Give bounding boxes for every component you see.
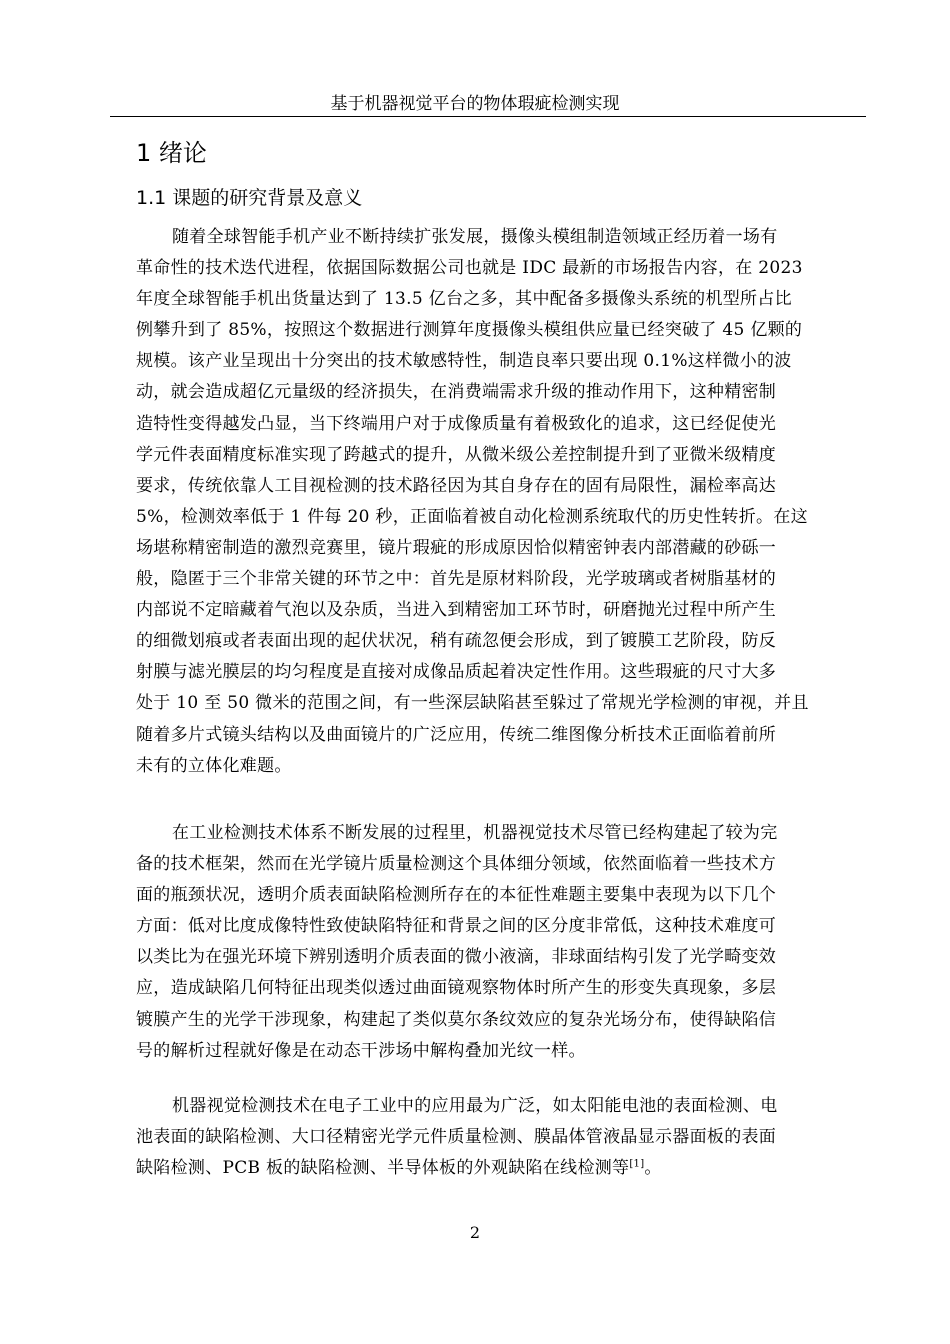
text-line: 号的解析过程就好像是在动态干涉场中解构叠加光纹一样。 — [136, 1040, 586, 1061]
text-line: 例攀升到了 85%，按照这个数据进行测算年度摄像头模组供应量已经突破了 45 亿颗的 — [136, 320, 803, 341]
text-line: 以类比为在强光环境下辨别透明介质表面的微小液滴，非球面结构引发了光学畸变效 — [136, 947, 777, 968]
text-line: 革命性的技术迭代进程，依据国际数据公司也就是 IDC 最新的市场报告内容，在 2023 — [136, 258, 803, 279]
paragraph-3 — [136, 1091, 861, 1184]
header-rule — [110, 116, 866, 117]
text-line: 机器视觉检测技术在电子工业中的应用最为广泛，如太阳能电池的表面检测、电 — [172, 1096, 778, 1116]
text-line: 面的瓶颈状况，透明介质表面缺陷检测所存在的本征性难题主要集中表现为以下几个 — [136, 885, 777, 906]
paragraph-1 — [136, 222, 861, 782]
text-line: 随着多片式镜头结构以及曲面镜片的广泛应用，传统二维图像分析技术正面临着前所 — [136, 724, 777, 745]
chapter-title: 1 绪论 — [136, 139, 207, 167]
text-line: 场堪称精密制造的激烈竞赛里，镜片瑕疵的形成原因恰似精密钟表内部潜藏的砂砾一 — [136, 537, 777, 558]
text-line: 备的技术框架，然而在光学镜片质量检测这个具体细分领域，依然面临着一些技术方 — [136, 854, 777, 875]
text-line: 随着全球智能手机产业不断持续扩张发展，摄像头模组制造领域正经历着一场有 — [172, 227, 778, 247]
text-line: 般，隐匿于三个非常关键的环节之中：首先是原材料阶段，光学玻璃或者树脂基材的 — [136, 569, 777, 590]
text-line: 内部说不定暗藏着气泡以及杂质，当进入到精密加工环节时，研磨抛光过程中所产生 — [136, 600, 777, 621]
text-line: 年度全球智能手机出货量达到了 13.5 亿台之多，其中配备多摄像头系统的机型所占比 — [136, 289, 792, 310]
text-line: 方面：低对比度成像特性致使缺陷特征和背景之间的区分度非常低，这种技术难度可 — [136, 916, 777, 937]
text-line: 要求，传统依靠人工目视检测的技术路径因为其自身存在的固有局限性，漏检率高达 — [136, 475, 777, 496]
text-line: 射膜与滤光膜层的均匀程度是直接对成像品质起着决定性作用。这些瑕疵的尺寸大多 — [136, 662, 777, 683]
section-title: 1.1 课题的研究背景及意义 — [136, 187, 363, 209]
text-line: 应，造成缺陷几何特征出现类似透过曲面镜观察物体时所产生的形变失真现象，多层 — [136, 978, 777, 999]
running-header: 基于机器视觉平台的物体瑕疵检测实现 — [330, 94, 620, 114]
text-line: 5%，检测效率低于 1 件每 20 秒，正面临着被自动化检测系统取代的历史性转折。在这 — [136, 506, 808, 527]
citation-ref[interactable]: [1] — [629, 1158, 645, 1170]
text-run: 缺陷检测、PCB 板的缺陷检测、半导体板的外观缺陷在线检测等 — [136, 1158, 630, 1179]
text-line: 造特性变得越发凸显，当下终端用户对于成像质量有着极致化的追求，这已经促使光 — [136, 413, 777, 434]
page-number: 2 — [469, 1223, 481, 1242]
text-line: 规模。该产业呈现出十分突出的技术敏感特性，制造良率只要出现 0.1%这样微小的波 — [136, 351, 792, 372]
text-line: 处于 10 至 50 微米的范围之间，有一些深层缺陷甚至躲过了常规光学检测的审视，并且 — [136, 693, 809, 714]
text-line: 镀膜产生的光学干涉现象，构建起了类似莫尔条纹效应的复杂光场分布，使得缺陷信 — [136, 1009, 777, 1030]
text-line: 的细微划痕或者表面出现的起伏状况，稍有疏忽便会形成，到了镀膜工艺阶段，防反 — [136, 631, 777, 652]
text-line: 未有的立体化难题。 — [136, 755, 292, 776]
paragraph-2 — [136, 818, 861, 1067]
text-run: 。 — [644, 1158, 662, 1179]
text-line: 学元件表面精度标准实现了跨越式的提升，从微米级公差控制提升到了亚微米级精度 — [136, 444, 777, 465]
text-line: 动，就会造成超亿元量级的经济损失，在消费端需求升级的推动作用下，这种精密制 — [136, 382, 777, 403]
text-line: 在工业检测技术体系不断发展的过程里，机器视觉技术尽管已经构建起了较为完 — [172, 823, 778, 843]
text-line-last — [136, 1153, 861, 1184]
text-line: 池表面的缺陷检测、大口径精密光学元件质量检测、膜晶体管液晶显示器面板的表面 — [136, 1127, 777, 1148]
